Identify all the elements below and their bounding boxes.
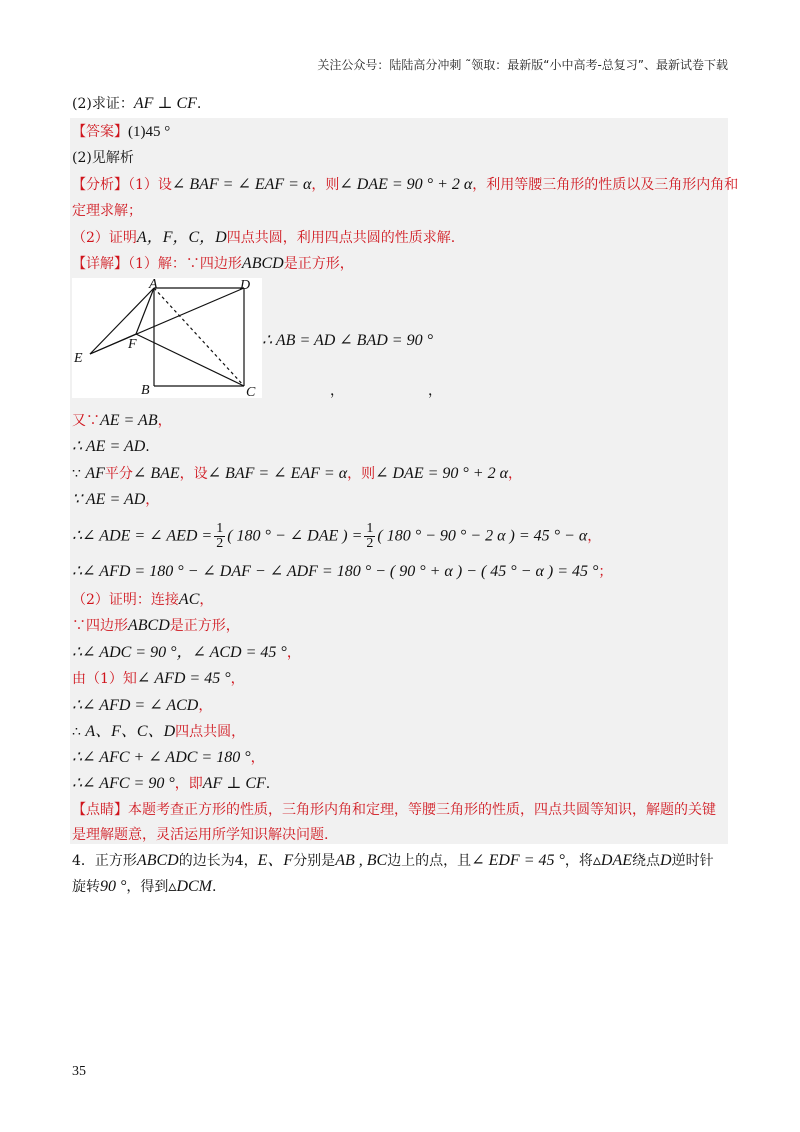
step-2: ∴ AE = AD. xyxy=(72,438,150,455)
label-f: F xyxy=(128,337,137,352)
question-4-line-1: 4．正方形ABCD的边长为4，E、F分别是AB , BC边上的点，且∠ EDF = 45 °，将▵DAE绕点D逆时针 xyxy=(72,852,714,869)
step-1: 又∵AE = AB， xyxy=(72,412,172,429)
label-c: C xyxy=(246,385,256,398)
proof-intro: （2）证明：连接AC， xyxy=(72,591,214,608)
proof-step-1: ∵四边形ABCD是正方形， xyxy=(72,617,240,634)
label-a: A xyxy=(149,278,158,292)
step-4: ∵ AE = AD， xyxy=(72,491,160,508)
square-figure xyxy=(72,278,262,398)
question-2-prompt: (2)求证：AF ⊥ CF. xyxy=(72,95,202,112)
proof-step-6: ∴∠ AFC + ∠ ADC = 180 °， xyxy=(72,749,265,766)
analysis-line-3: （2）证明A，F，C，D四点共圆，利用四点共圆的性质求解. xyxy=(72,229,456,246)
detail-intro: 【详解】（1）解：∵四边形ABCD是正方形， xyxy=(72,255,354,272)
analysis-line-1: 【分析】（1）设∠ BAF = ∠ EAF = α，则∠ DAE = 90 ° + 2 α，利用等腰三角形的性质以及三角形内角和 xyxy=(72,176,739,193)
step-6: ∴∠ AFD = 180 ° − ∠ DAF − ∠ ADF = 180 ° − ( 90 ° + α ) − ( 45 ° − α ) = 45 °； xyxy=(72,563,613,580)
analysis-line-2: 定理求解； xyxy=(72,203,142,219)
fraction-half-2: $\frac{1}{2}$ xyxy=(366,521,374,551)
proof-step-7: ∴∠ AFC = 90 °，即AF ⊥ CF. xyxy=(72,775,271,792)
figure-background xyxy=(72,278,262,398)
comment-line-1: 【点睛】本题考查正方形的性质，三角形内角和定理，等腰三角形的性质，四点共圆等知识，解题的关键 xyxy=(72,802,716,818)
figure-comma-1: ， xyxy=(330,383,344,399)
proof-step-3: 由（1）知∠ AFD = 45 °， xyxy=(72,670,245,687)
figure-equation: ∴ AB = AD ∠ BAD = 90 ° xyxy=(262,332,433,349)
step-3: ∵ AF平分∠ BAE，设∠ BAF = ∠ EAF = α，则∠ DAE = 90 ° + 2 α， xyxy=(72,465,522,482)
figure-comma-2: ， xyxy=(428,383,442,399)
comment-line-2: 是理解题意，灵活运用所学知识解决问题. xyxy=(72,827,329,843)
answer-line-2: (2)见解析 xyxy=(72,150,134,166)
answer-line-1: 【答案】(1)45 ° xyxy=(72,124,171,140)
proof-step-4: ∴∠ AFD = ∠ ACD， xyxy=(72,697,213,714)
label-b: B xyxy=(141,383,150,398)
label-e: E xyxy=(74,351,83,366)
question-4-line-2: 旋转90 °，得到▵DCM. xyxy=(72,878,217,895)
fraction-half-1: $\frac{1}{2}$ xyxy=(216,521,224,551)
proof-step-2: ∴∠ ADC = 90 °，∠ ACD = 45 °， xyxy=(72,644,301,661)
page-header: 关注公众号：陆陆高分冲刺 ˜领取：最新版“小中高考-总复习”、最新试卷下载 xyxy=(317,58,728,72)
proof-step-5: ∴ A、F、C、D四点共圆， xyxy=(72,723,246,740)
step-5: ∴∠ ADE = ∠ AED = $\frac{1}{2}$ ( 180 ° − ∠ DAE ) = $\frac{1}{2}$ ( 180 ° − 90 ° − 2 α ) = 45 ° − α， xyxy=(72,521,602,551)
page-number: 35 xyxy=(72,1064,86,1079)
label-d: D xyxy=(240,278,251,293)
